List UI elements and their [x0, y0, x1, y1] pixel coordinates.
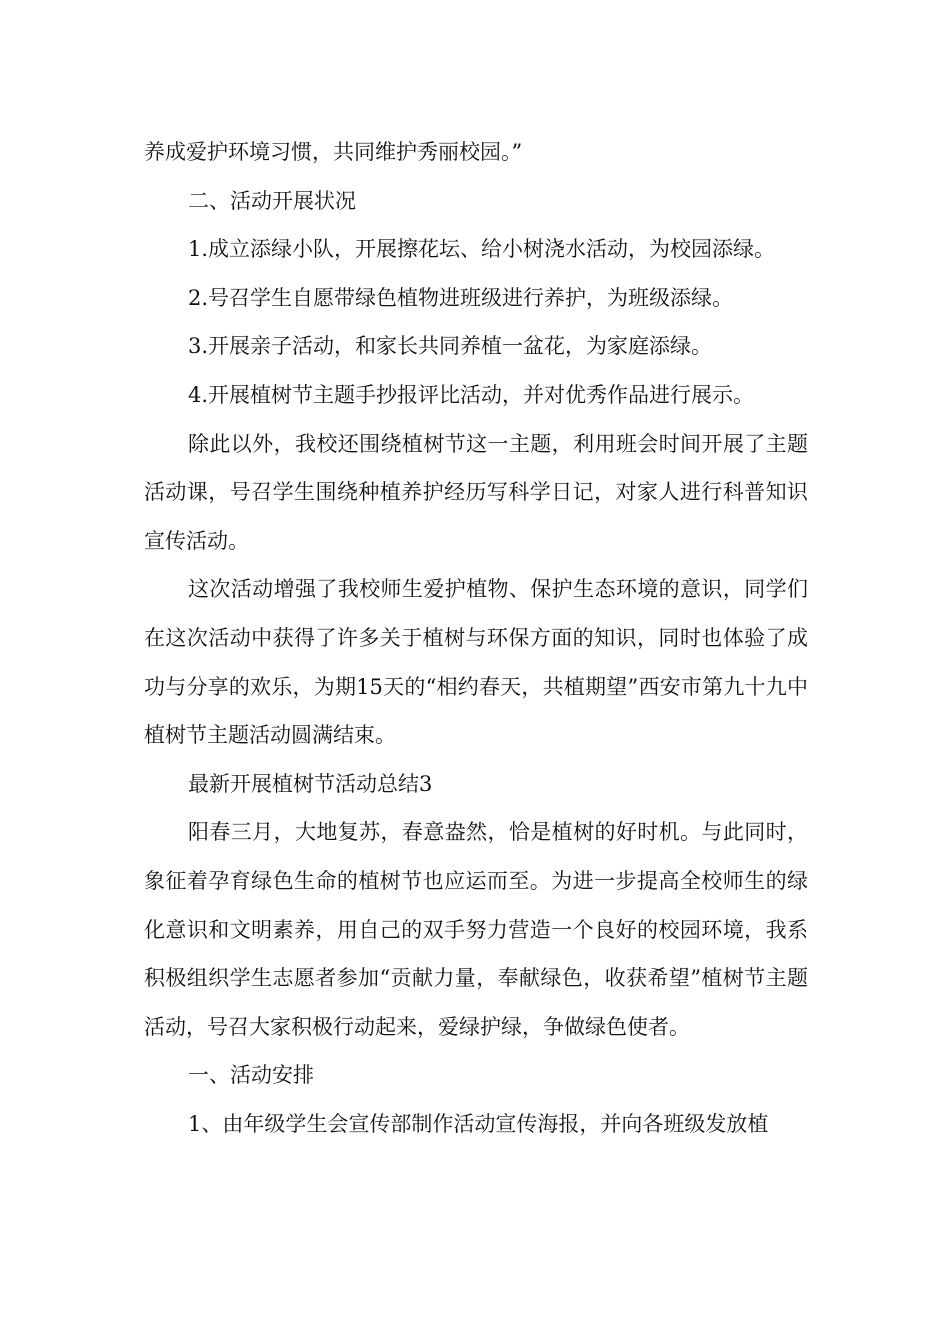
- list-item-3: 3.开展亲子活动，和家长共同养植一盆花，为家庭添绿。: [188, 334, 713, 359]
- document-body: [144, 128, 808, 1148]
- paragraph-additional-activities: 除此以外，我校还围绕植树节这一主题，利用班会时间开展了主题活动课，号召学生围绕种植养护经历写科学日记，对家人进行科普知识宣传活动。: [144, 431, 808, 553]
- paragraph-activity-outcome: 这次活动增强了我校师生爱护植物、保护生态环境的意识，同学们在这次活动中获得了许多关于植树与环保方面的知识，同时也体验了成功与分享的欢乐，为期15天的“相约春天，共植期望”西安市第九十九中植树节主题活动圆满结束。: [144, 577, 808, 748]
- section-heading-activity-status: 二、活动开展状况: [188, 188, 356, 213]
- section-title-summary-3: 最新开展植树节活动总结3: [188, 771, 433, 796]
- paragraph-continuation: 养成爱护环境习惯，共同维护秀丽校园。”: [144, 140, 523, 164]
- list-item-4: 4.开展植树节主题手抄报评比活动，并对优秀作品进行展示。: [188, 382, 755, 407]
- list-item-2: 2.号召学生自愿带绿色植物进班级进行养护，为班级添绿。: [188, 285, 734, 310]
- list-item-1: 1.成立添绿小队，开展擦花坛、给小树浇水活动，为校园添绿。: [188, 237, 776, 262]
- paragraph-intro: 阳春三月，大地复苏，春意盎然，恰是植树的好时机。与此同时，象征着孕育绿色生命的植树节也应运而至。为进一步提高全校师生的绿化意识和文明素养，用自己的双手努力营造一个良好的校园环境，我系积极组织学生志愿者参加“贡献力量，奉献绿色，收获希望”植树节主题活动，号召大家积极行动起来，爱绿护绿，争做绿色使者。: [144, 820, 808, 1039]
- section-heading-arrangement: 一、活动安排: [188, 1063, 314, 1088]
- arrangement-item-1: 1、由年级学生会宣传部制作活动宣传海报，并向各班级发放植: [188, 1111, 769, 1136]
